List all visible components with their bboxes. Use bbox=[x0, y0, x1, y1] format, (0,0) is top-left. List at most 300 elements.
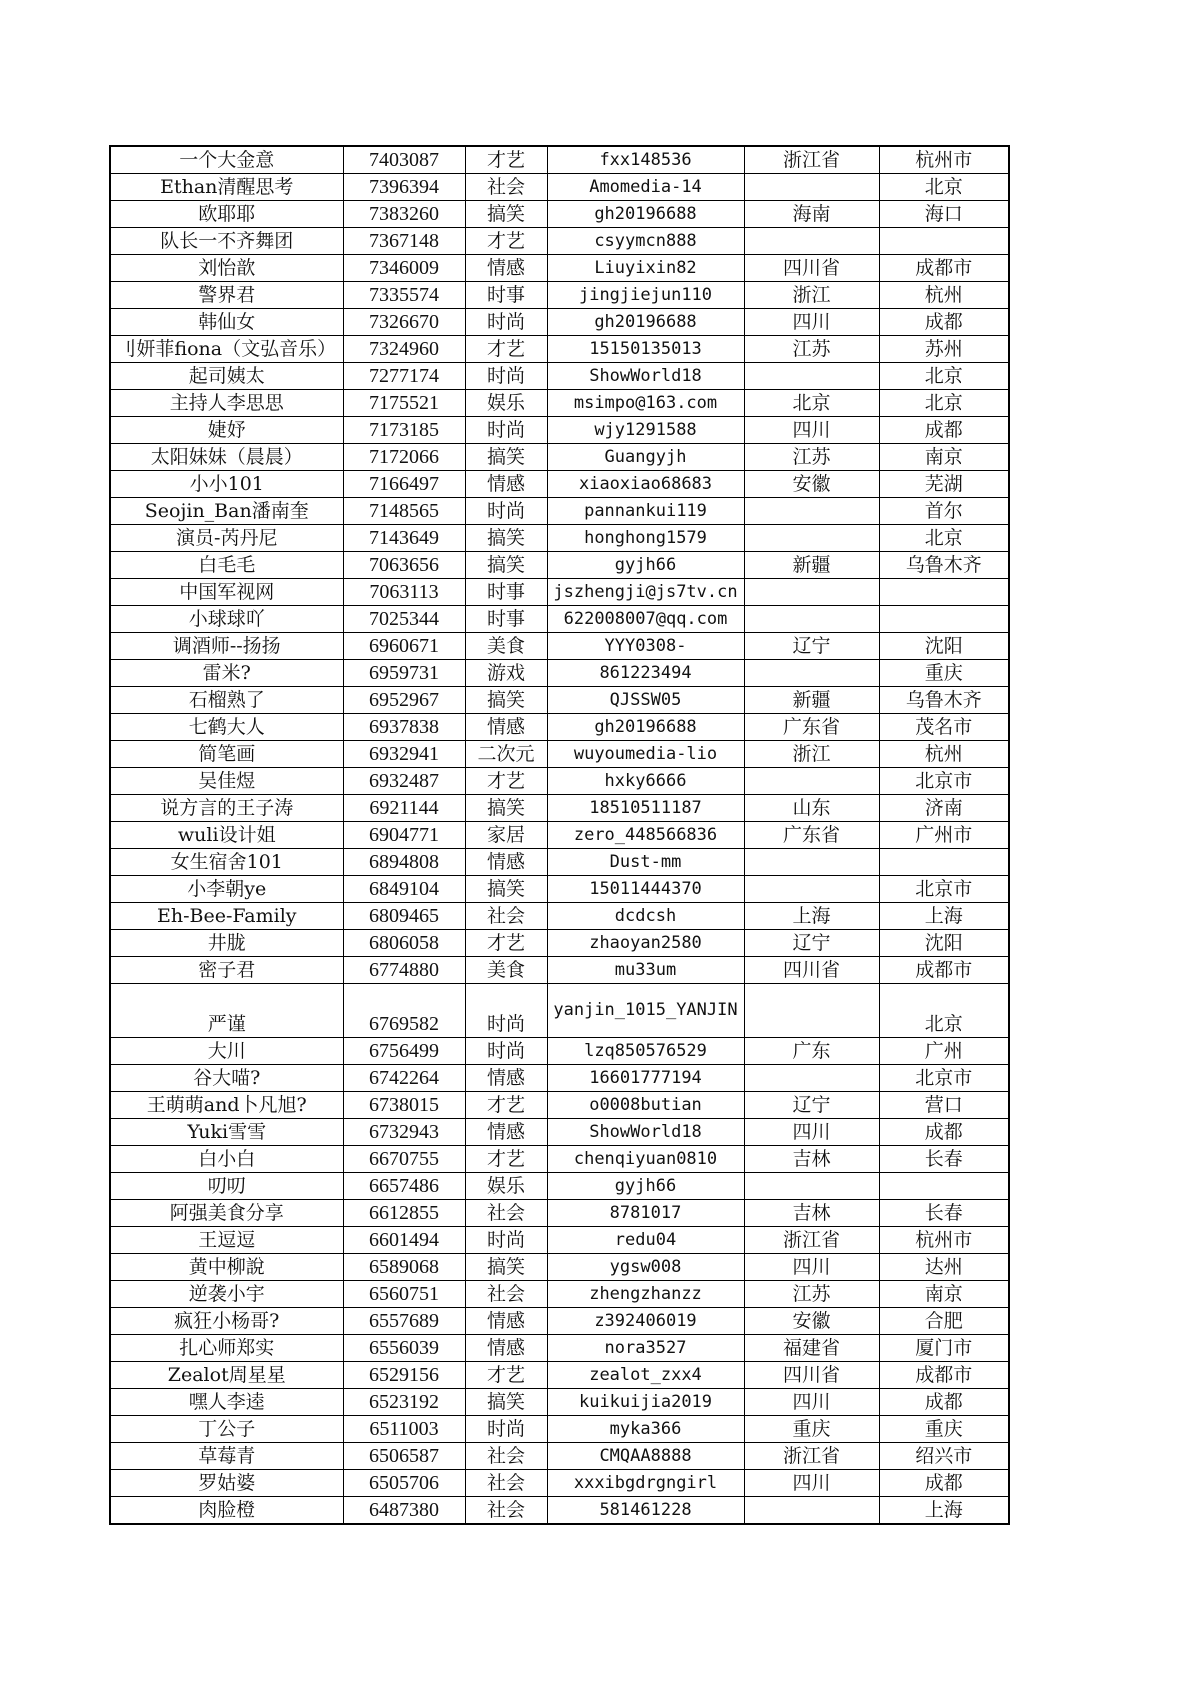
city-cell: 上海 bbox=[879, 1497, 1009, 1525]
table-row bbox=[110, 1416, 1009, 1443]
province-cell: 四川省 bbox=[744, 255, 879, 282]
province-cell bbox=[744, 660, 879, 687]
category-cell: 才艺 bbox=[465, 1146, 547, 1173]
name-cell: 严谨 bbox=[110, 984, 343, 1038]
name-cell: Eh-Bee-Family bbox=[110, 903, 343, 930]
city-cell: 乌鲁木齐 bbox=[879, 687, 1009, 714]
table-row bbox=[110, 1119, 1009, 1146]
table-row bbox=[110, 336, 1009, 363]
city-cell: 沈阳 bbox=[879, 633, 1009, 660]
province-cell bbox=[744, 849, 879, 876]
province-cell: 广东省 bbox=[744, 822, 879, 849]
table-row bbox=[110, 1200, 1009, 1227]
id-cell: 6738015 bbox=[343, 1092, 465, 1119]
category-cell: 搞笑 bbox=[465, 687, 547, 714]
contact-cell: CMQAA8888 bbox=[547, 1443, 744, 1470]
table-row bbox=[110, 1065, 1009, 1092]
name-cell: 阿强美食分享 bbox=[110, 1200, 343, 1227]
id-cell: 7396394 bbox=[343, 174, 465, 201]
contact-cell: pannankui119 bbox=[547, 498, 744, 525]
contact-cell: jingjiejun110 bbox=[547, 282, 744, 309]
contact-cell: wuyoumedia-lio bbox=[547, 741, 744, 768]
province-cell: 广东省 bbox=[744, 714, 879, 741]
name-cell: 大川 bbox=[110, 1038, 343, 1065]
id-cell: 6932487 bbox=[343, 768, 465, 795]
category-cell: 社会 bbox=[465, 1470, 547, 1497]
city-cell: 成都 bbox=[879, 417, 1009, 444]
city-cell: 成都 bbox=[879, 1389, 1009, 1416]
category-cell: 时尚 bbox=[465, 1038, 547, 1065]
contact-cell: Guangyjh bbox=[547, 444, 744, 471]
province-cell: 浙江省 bbox=[744, 146, 879, 174]
name-cell: 小小101 bbox=[110, 471, 343, 498]
id-cell: 6894808 bbox=[343, 849, 465, 876]
table-row bbox=[110, 930, 1009, 957]
city-cell: 杭州 bbox=[879, 282, 1009, 309]
city-cell: 成都市 bbox=[879, 957, 1009, 984]
city-cell: 上海 bbox=[879, 903, 1009, 930]
table-row bbox=[110, 1038, 1009, 1065]
name-cell: 肉脸橙 bbox=[110, 1497, 343, 1525]
city-cell: 合肥 bbox=[879, 1308, 1009, 1335]
name-cell: 简笔画 bbox=[110, 741, 343, 768]
name-cell: 小球球吖 bbox=[110, 606, 343, 633]
province-cell: 山东 bbox=[744, 795, 879, 822]
city-cell: 长春 bbox=[879, 1146, 1009, 1173]
category-cell: 时事 bbox=[465, 606, 547, 633]
province-cell: 安徽 bbox=[744, 471, 879, 498]
table-row bbox=[110, 1362, 1009, 1389]
province-cell bbox=[744, 984, 879, 1038]
name-cell: 太阳妹妹（晨晨） bbox=[110, 444, 343, 471]
contact-cell: myka366 bbox=[547, 1416, 744, 1443]
contact-cell: csyymcn888 bbox=[547, 228, 744, 255]
contact-cell: 861223494 bbox=[547, 660, 744, 687]
name-cell: 吴佳煜 bbox=[110, 768, 343, 795]
city-cell: 成都 bbox=[879, 1470, 1009, 1497]
category-cell: 才艺 bbox=[465, 768, 547, 795]
category-cell: 情感 bbox=[465, 255, 547, 282]
name-cell: 草莓青 bbox=[110, 1443, 343, 1470]
province-cell bbox=[744, 1065, 879, 1092]
table-row bbox=[110, 498, 1009, 525]
province-cell: 辽宁 bbox=[744, 633, 879, 660]
table-row bbox=[110, 471, 1009, 498]
city-cell bbox=[879, 606, 1009, 633]
name-cell: 说方言的王子涛 bbox=[110, 795, 343, 822]
city-cell: 成都 bbox=[879, 309, 1009, 336]
table-row bbox=[110, 390, 1009, 417]
id-cell: 7277174 bbox=[343, 363, 465, 390]
category-cell: 时尚 bbox=[465, 498, 547, 525]
id-cell: 7063656 bbox=[343, 552, 465, 579]
province-cell: 浙江省 bbox=[744, 1227, 879, 1254]
city-cell: 北京 bbox=[879, 174, 1009, 201]
contact-cell: 15150135013 bbox=[547, 336, 744, 363]
province-cell bbox=[744, 1173, 879, 1200]
province-cell: 浙江 bbox=[744, 282, 879, 309]
id-cell: 6557689 bbox=[343, 1308, 465, 1335]
contact-cell: redu04 bbox=[547, 1227, 744, 1254]
id-cell: 6506587 bbox=[343, 1443, 465, 1470]
city-cell bbox=[879, 849, 1009, 876]
city-cell: 乌鲁木齐 bbox=[879, 552, 1009, 579]
category-cell: 才艺 bbox=[465, 930, 547, 957]
contact-cell: 581461228 bbox=[547, 1497, 744, 1525]
id-cell: 6809465 bbox=[343, 903, 465, 930]
table-row bbox=[110, 1497, 1009, 1525]
name-cell: 王萌萌and卜凡旭? bbox=[110, 1092, 343, 1119]
contact-cell: gh20196688 bbox=[547, 714, 744, 741]
contact-cell: honghong1579 bbox=[547, 525, 744, 552]
table-row bbox=[110, 903, 1009, 930]
province-cell: 安徽 bbox=[744, 1308, 879, 1335]
contact-cell: fxx148536 bbox=[547, 146, 744, 174]
city-cell: 重庆 bbox=[879, 1416, 1009, 1443]
province-cell bbox=[744, 876, 879, 903]
city-cell: 厦门市 bbox=[879, 1335, 1009, 1362]
table-row bbox=[110, 282, 1009, 309]
category-cell: 搞笑 bbox=[465, 552, 547, 579]
id-cell: 6774880 bbox=[343, 957, 465, 984]
city-cell bbox=[879, 1173, 1009, 1200]
table-body bbox=[110, 146, 1009, 1524]
city-cell: 北京 bbox=[879, 390, 1009, 417]
name-cell: Yuki雪雪 bbox=[110, 1119, 343, 1146]
category-cell: 搞笑 bbox=[465, 444, 547, 471]
id-cell: 7172066 bbox=[343, 444, 465, 471]
category-cell: 社会 bbox=[465, 174, 547, 201]
table-row bbox=[110, 687, 1009, 714]
category-cell: 情感 bbox=[465, 1065, 547, 1092]
category-cell: 社会 bbox=[465, 1497, 547, 1525]
province-cell: 江苏 bbox=[744, 444, 879, 471]
id-cell: 6732943 bbox=[343, 1119, 465, 1146]
contact-cell: 15011444370 bbox=[547, 876, 744, 903]
name-cell: wuli设计姐 bbox=[110, 822, 343, 849]
name-cell: 主持人李思思 bbox=[110, 390, 343, 417]
city-cell: 沈阳 bbox=[879, 930, 1009, 957]
name-cell: 雷米? bbox=[110, 660, 343, 687]
id-cell: 6921144 bbox=[343, 795, 465, 822]
province-cell: 新疆 bbox=[744, 687, 879, 714]
id-cell: 7025344 bbox=[343, 606, 465, 633]
province-cell: 辽宁 bbox=[744, 930, 879, 957]
category-cell: 搞笑 bbox=[465, 525, 547, 552]
table-row bbox=[110, 795, 1009, 822]
province-cell bbox=[744, 174, 879, 201]
province-cell: 北京 bbox=[744, 390, 879, 417]
id-cell: 6670755 bbox=[343, 1146, 465, 1173]
contact-cell: kuikuijia2019 bbox=[547, 1389, 744, 1416]
category-cell: 搞笑 bbox=[465, 1254, 547, 1281]
id-cell: 6589068 bbox=[343, 1254, 465, 1281]
contact-cell: 16601777194 bbox=[547, 1065, 744, 1092]
id-cell: 6523192 bbox=[343, 1389, 465, 1416]
id-cell: 6487380 bbox=[343, 1497, 465, 1525]
city-cell: 营口 bbox=[879, 1092, 1009, 1119]
category-cell: 搞笑 bbox=[465, 876, 547, 903]
contact-cell: z392406019 bbox=[547, 1308, 744, 1335]
category-cell: 情感 bbox=[465, 849, 547, 876]
table-row bbox=[110, 741, 1009, 768]
city-cell: 苏州 bbox=[879, 336, 1009, 363]
table-row bbox=[110, 1389, 1009, 1416]
id-cell: 6937838 bbox=[343, 714, 465, 741]
city-cell: 广州市 bbox=[879, 822, 1009, 849]
table-row bbox=[110, 363, 1009, 390]
table-row bbox=[110, 255, 1009, 282]
category-cell: 社会 bbox=[465, 1281, 547, 1308]
province-cell bbox=[744, 525, 879, 552]
id-cell: 7346009 bbox=[343, 255, 465, 282]
name-cell: 嘿人李逵 bbox=[110, 1389, 343, 1416]
contact-cell: yanjin_1015_YANJIN bbox=[547, 984, 744, 1038]
category-cell: 二次元 bbox=[465, 741, 547, 768]
contact-cell: zhengzhanzz bbox=[547, 1281, 744, 1308]
name-cell: 女生宿舍101 bbox=[110, 849, 343, 876]
id-cell: 6932941 bbox=[343, 741, 465, 768]
province-cell bbox=[744, 1497, 879, 1525]
name-cell: Seojin_Ban潘南奎 bbox=[110, 498, 343, 525]
id-cell: 7324960 bbox=[343, 336, 465, 363]
name-cell: 警界君 bbox=[110, 282, 343, 309]
contact-cell: wjy1291588 bbox=[547, 417, 744, 444]
city-cell: 茂名市 bbox=[879, 714, 1009, 741]
province-cell: 四川 bbox=[744, 417, 879, 444]
category-cell: 时尚 bbox=[465, 363, 547, 390]
contact-cell: zero_448566836 bbox=[547, 822, 744, 849]
table-row bbox=[110, 552, 1009, 579]
contact-cell: gh20196688 bbox=[547, 201, 744, 228]
table-row bbox=[110, 660, 1009, 687]
id-cell: 6756499 bbox=[343, 1038, 465, 1065]
name-cell: Zealot周星星 bbox=[110, 1362, 343, 1389]
contact-cell: ShowWorld18 bbox=[547, 363, 744, 390]
name-cell: 王逗逗 bbox=[110, 1227, 343, 1254]
contact-cell: chenqiyuan0810 bbox=[547, 1146, 744, 1173]
contact-cell: xiaoxiao68683 bbox=[547, 471, 744, 498]
city-cell: 长春 bbox=[879, 1200, 1009, 1227]
province-cell: 辽宁 bbox=[744, 1092, 879, 1119]
city-cell: 南京 bbox=[879, 444, 1009, 471]
contact-cell: o0008butian bbox=[547, 1092, 744, 1119]
table-row bbox=[110, 1254, 1009, 1281]
contact-cell: lzq850576529 bbox=[547, 1038, 744, 1065]
city-cell: 北京 bbox=[879, 984, 1009, 1038]
province-cell: 福建省 bbox=[744, 1335, 879, 1362]
category-cell: 才艺 bbox=[465, 336, 547, 363]
id-cell: 7383260 bbox=[343, 201, 465, 228]
id-cell: 7166497 bbox=[343, 471, 465, 498]
contact-cell: gyjh66 bbox=[547, 1173, 744, 1200]
contact-cell: ygsw008 bbox=[547, 1254, 744, 1281]
city-cell: 达州 bbox=[879, 1254, 1009, 1281]
contact-cell: 18510511187 bbox=[547, 795, 744, 822]
contact-cell: dcdcsh bbox=[547, 903, 744, 930]
name-cell: 叨叨 bbox=[110, 1173, 343, 1200]
category-cell: 社会 bbox=[465, 903, 547, 930]
contact-cell: 622008007@qq.com bbox=[547, 606, 744, 633]
table-row bbox=[110, 309, 1009, 336]
id-cell: 7403087 bbox=[343, 146, 465, 174]
id-cell: 7148565 bbox=[343, 498, 465, 525]
province-cell: 四川 bbox=[744, 1389, 879, 1416]
id-cell: 6612855 bbox=[343, 1200, 465, 1227]
contact-cell: Liuyixin82 bbox=[547, 255, 744, 282]
province-cell bbox=[744, 579, 879, 606]
contact-cell: Dust-mm bbox=[547, 849, 744, 876]
city-cell: 北京 bbox=[879, 525, 1009, 552]
name-cell: 逆袭小宇 bbox=[110, 1281, 343, 1308]
table-row bbox=[110, 714, 1009, 741]
id-cell: 6657486 bbox=[343, 1173, 465, 1200]
city-cell: 北京市 bbox=[879, 876, 1009, 903]
id-cell: 6742264 bbox=[343, 1065, 465, 1092]
id-cell: 7335574 bbox=[343, 282, 465, 309]
id-cell: 6849104 bbox=[343, 876, 465, 903]
category-cell: 时事 bbox=[465, 579, 547, 606]
category-cell: 游戏 bbox=[465, 660, 547, 687]
id-cell: 6960671 bbox=[343, 633, 465, 660]
category-cell: 时事 bbox=[465, 282, 547, 309]
id-cell: 6769582 bbox=[343, 984, 465, 1038]
name-cell: 疯狂小杨哥? bbox=[110, 1308, 343, 1335]
name-cell: 演员-芮丹尼 bbox=[110, 525, 343, 552]
province-cell bbox=[744, 498, 879, 525]
table-row bbox=[110, 1227, 1009, 1254]
category-cell: 美食 bbox=[465, 957, 547, 984]
contact-cell: hxky6666 bbox=[547, 768, 744, 795]
id-cell: 6601494 bbox=[343, 1227, 465, 1254]
province-cell: 四川省 bbox=[744, 957, 879, 984]
contact-cell: msimpo@163.com bbox=[547, 390, 744, 417]
contact-cell: nora3527 bbox=[547, 1335, 744, 1362]
name-cell: 白毛毛 bbox=[110, 552, 343, 579]
table-row bbox=[110, 579, 1009, 606]
name-cell: 黄中柳說 bbox=[110, 1254, 343, 1281]
contact-cell: zealot_zxx4 bbox=[547, 1362, 744, 1389]
category-cell: 时尚 bbox=[465, 309, 547, 336]
province-cell: 四川 bbox=[744, 1254, 879, 1281]
province-cell: 上海 bbox=[744, 903, 879, 930]
name-cell: 韩仙女 bbox=[110, 309, 343, 336]
category-cell: 搞笑 bbox=[465, 1389, 547, 1416]
name-cell: 白小白 bbox=[110, 1146, 343, 1173]
category-cell: 才艺 bbox=[465, 1362, 547, 1389]
province-cell: 吉林 bbox=[744, 1146, 879, 1173]
city-cell: 北京市 bbox=[879, 768, 1009, 795]
category-cell: 娱乐 bbox=[465, 390, 547, 417]
province-cell bbox=[744, 768, 879, 795]
name-cell: 中国军视网 bbox=[110, 579, 343, 606]
city-cell: 成都市 bbox=[879, 255, 1009, 282]
province-cell: 江苏 bbox=[744, 336, 879, 363]
category-cell: 家居 bbox=[465, 822, 547, 849]
data-table bbox=[109, 145, 1010, 1525]
table-row bbox=[110, 957, 1009, 984]
category-cell: 才艺 bbox=[465, 228, 547, 255]
name-cell: 小李朝ye bbox=[110, 876, 343, 903]
province-cell bbox=[744, 606, 879, 633]
city-cell: 杭州 bbox=[879, 741, 1009, 768]
city-cell: 杭州市 bbox=[879, 1227, 1009, 1254]
contact-cell: mu33um bbox=[547, 957, 744, 984]
table-row bbox=[110, 1281, 1009, 1308]
id-cell: 7326670 bbox=[343, 309, 465, 336]
table-row bbox=[110, 633, 1009, 660]
city-cell: 广州 bbox=[879, 1038, 1009, 1065]
table-row bbox=[110, 822, 1009, 849]
province-cell bbox=[744, 228, 879, 255]
category-cell: 搞笑 bbox=[465, 795, 547, 822]
id-cell: 6529156 bbox=[343, 1362, 465, 1389]
category-cell: 情感 bbox=[465, 1119, 547, 1146]
id-cell: 6511003 bbox=[343, 1416, 465, 1443]
category-cell: 才艺 bbox=[465, 1092, 547, 1119]
table-row bbox=[110, 146, 1009, 174]
id-cell: 6904771 bbox=[343, 822, 465, 849]
table-row bbox=[110, 1443, 1009, 1470]
city-cell: 海口 bbox=[879, 201, 1009, 228]
table-row bbox=[110, 1146, 1009, 1173]
category-cell: 才艺 bbox=[465, 146, 547, 174]
table-row bbox=[110, 606, 1009, 633]
table-row bbox=[110, 174, 1009, 201]
table-row bbox=[110, 1173, 1009, 1200]
table-row bbox=[110, 1308, 1009, 1335]
id-cell: 6556039 bbox=[343, 1335, 465, 1362]
city-cell: 济南 bbox=[879, 795, 1009, 822]
table-row bbox=[110, 525, 1009, 552]
table-row bbox=[110, 444, 1009, 471]
id-cell: 7175521 bbox=[343, 390, 465, 417]
id-cell: 7063113 bbox=[343, 579, 465, 606]
id-cell: 6959731 bbox=[343, 660, 465, 687]
category-cell: 美食 bbox=[465, 633, 547, 660]
city-cell: 首尔 bbox=[879, 498, 1009, 525]
province-cell: 浙江省 bbox=[744, 1443, 879, 1470]
city-cell: 北京 bbox=[879, 363, 1009, 390]
contact-cell: QJSSW05 bbox=[547, 687, 744, 714]
id-cell: 6560751 bbox=[343, 1281, 465, 1308]
category-cell: 情感 bbox=[465, 714, 547, 741]
city-cell: 成都 bbox=[879, 1119, 1009, 1146]
province-cell: 新疆 bbox=[744, 552, 879, 579]
province-cell: 四川 bbox=[744, 1470, 879, 1497]
name-cell: 丁公子 bbox=[110, 1416, 343, 1443]
city-cell: 杭州市 bbox=[879, 146, 1009, 174]
table-row bbox=[110, 201, 1009, 228]
name-cell: 欧耶耶 bbox=[110, 201, 343, 228]
category-cell: 情感 bbox=[465, 471, 547, 498]
id-cell: 6505706 bbox=[343, 1470, 465, 1497]
category-cell: 时尚 bbox=[465, 1227, 547, 1254]
city-cell: 北京市 bbox=[879, 1065, 1009, 1092]
city-cell: 芜湖 bbox=[879, 471, 1009, 498]
name-cell: 井胧 bbox=[110, 930, 343, 957]
contact-cell: ShowWorld18 bbox=[547, 1119, 744, 1146]
table-row bbox=[110, 984, 1009, 1038]
category-cell: 娱乐 bbox=[465, 1173, 547, 1200]
province-cell: 四川 bbox=[744, 309, 879, 336]
id-cell: 7367148 bbox=[343, 228, 465, 255]
contact-cell: jszhengji@js7tv.cn bbox=[547, 579, 744, 606]
city-cell: 重庆 bbox=[879, 660, 1009, 687]
province-cell bbox=[744, 363, 879, 390]
province-cell: 广东 bbox=[744, 1038, 879, 1065]
name-cell: 刘怡歆 bbox=[110, 255, 343, 282]
